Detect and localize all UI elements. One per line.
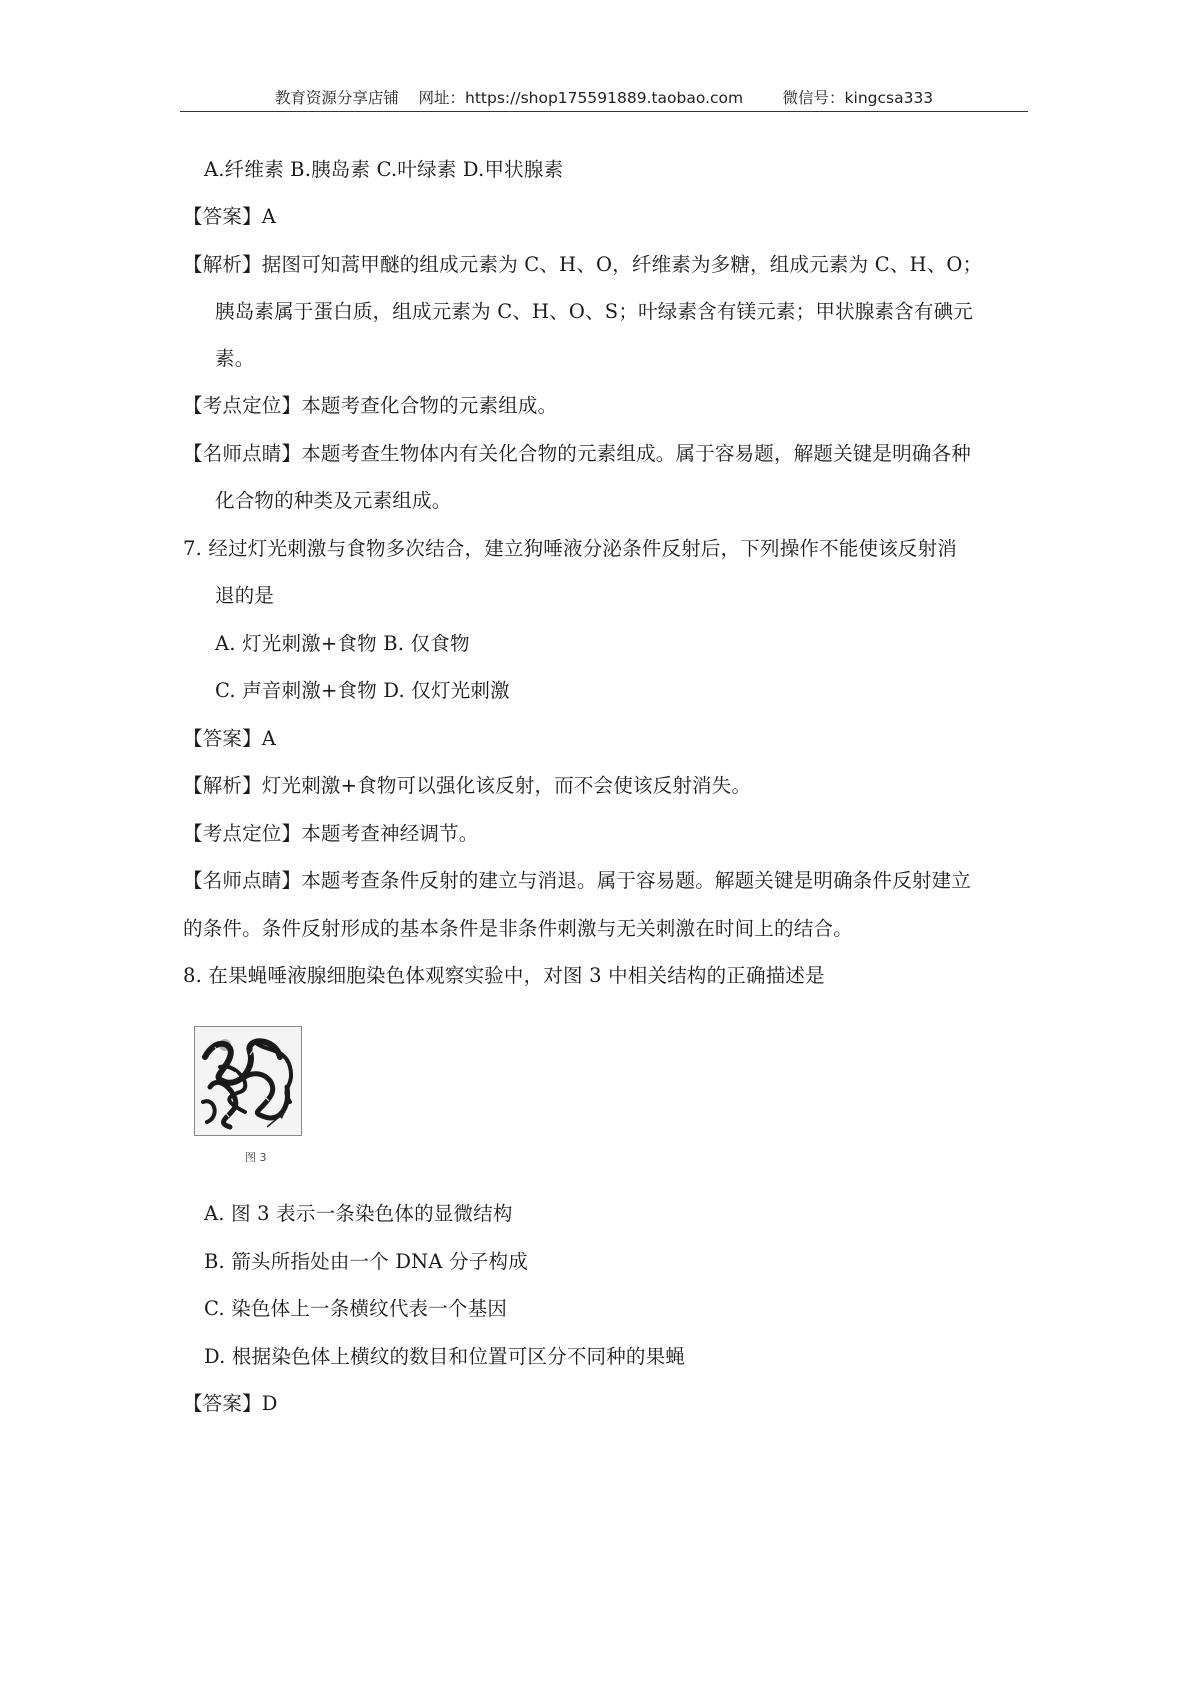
q6-teacher-note-line-1: 【名师点睛】本题考查生物体内有关化合物的元素组成。属于容易题，解题关键是明确各种 (183, 442, 972, 465)
q8-option-b: B. 箭头所指处由一个 DNA 分子构成 (204, 1250, 528, 1273)
q7-stem-line-1: 7. 经过灯光刺激与食物多次结合，建立狗唾液分泌条件反射后，下列操作不能使该反射消 (183, 537, 958, 560)
q8-stem: 8. 在果蝇唾液腺细胞染色体观察实验中，对图 3 中相关结构的正确描述是 (183, 964, 825, 987)
q6-teacher-note-line-2: 化合物的种类及元素组成。 (215, 489, 452, 512)
chromosome-figure (194, 1026, 302, 1136)
q6-knowledge-point: 【考点定位】本题考查化合物的元素组成。 (183, 394, 558, 417)
q6-answer: 【答案】A (183, 205, 277, 228)
q8-answer: 【答案】D (183, 1392, 278, 1415)
q6-analysis-line-3: 素。 (215, 347, 255, 370)
q7-options-cd: C. 声音刺激+食物 D. 仅灯光刺激 (215, 679, 510, 702)
figure-caption: 图 3 (245, 1151, 267, 1164)
header-divider (180, 111, 1028, 112)
q6-analysis-line-2: 胰岛素属于蛋白质，组成元素为 C、H、O、S；叶绿素含有镁元素；甲状腺素含有碘元 (215, 300, 973, 323)
q7-options-ab: A. 灯光刺激+食物 B. 仅食物 (215, 632, 470, 655)
q7-teacher-note-line-2: 的条件。条件反射形成的基本条件是非条件刺激与无关刺激在时间上的结合。 (183, 917, 853, 940)
q8-option-a: A. 图 3 表示一条染色体的显微结构 (204, 1202, 513, 1225)
q8-option-d: D. 根据染色体上横纹的数目和位置可区分不同种的果蝇 (204, 1345, 686, 1368)
q6-analysis-line-1: 【解析】据图可知蒿甲醚的组成元素为 C、H、O，纤维素为多糖，组成元素为 C、H、O； (183, 253, 983, 276)
q7-stem-line-2: 退的是 (215, 584, 275, 607)
q6-options: A.纤维素 B.胰岛素 C.叶绿素 D.甲状腺素 (204, 158, 564, 181)
q7-answer: 【答案】A (183, 727, 277, 750)
page-header-text: 教育资源分享店铺 网址：https://shop175591889.taobao.com 微信号：kingcsa333 (274, 89, 934, 107)
q8-option-c: C. 染色体上一条横纹代表一个基因 (204, 1297, 508, 1320)
chromosome-image (195, 1027, 301, 1135)
q7-teacher-note-line-1: 【名师点睛】本题考查条件反射的建立与消退。属于容易题。解题关键是明确条件反射建立 (183, 869, 972, 892)
q7-analysis: 【解析】灯光刺激+食物可以强化该反射，而不会使该反射消失。 (183, 774, 752, 797)
q7-knowledge-point: 【考点定位】本题考查神经调节。 (183, 822, 479, 845)
